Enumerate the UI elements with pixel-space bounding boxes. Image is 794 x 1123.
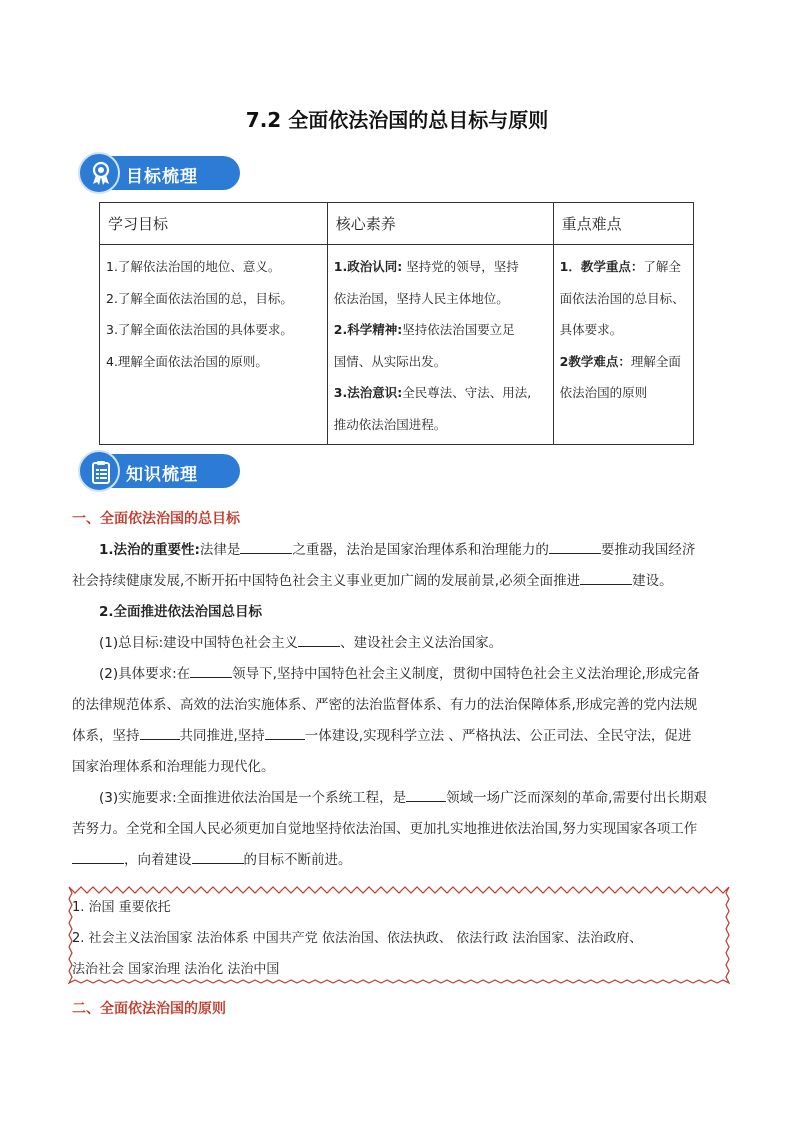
award-ribbon-icon [78,152,120,194]
key-point-label: 2教学难点： [559,353,631,369]
knowledge-banner-label: 知识梳理 [126,465,198,485]
key-points-cell [553,245,693,445]
text: (3)实施要求:全面推进依法治国是一个系统工程，是 [99,790,407,806]
paragraph [72,721,724,752]
section-heading: 二、全面依法治国的原则 [72,1001,226,1017]
learning-goal-item: 3.了解全面依法治国的具体要求。 [106,322,293,337]
key-point-text: 了解全面依法治国的总目标、具体要求。 [559,259,685,337]
text: 体系，坚持 [72,728,140,744]
document-title: 7.2 全面依法治国的总目标与原则 [245,108,549,132]
core-literacy-cell [327,245,553,445]
literacy-text: 坚持依法治国要立足 [402,322,515,337]
key-point-text: 理解全面依法治国的原则 [559,353,681,400]
text: 要推动我国经济 [600,542,696,558]
paragraph [72,535,724,566]
paragraph: 苦努力。全党和全国人民必须更加自觉地坚持依法治国、更加扎实地推进依法治国,努力实现国家各项工作 [72,821,698,837]
fill-blank [240,539,292,554]
paragraph [72,566,724,597]
text: (2)具体要求:在 [99,666,191,682]
section1-body [72,535,724,876]
literacy-text: 推动依法治国进程。 [333,416,447,432]
answer-line: 法治社会 国家治理 法治化 法治中国 [72,962,280,977]
goals-table [99,202,694,445]
text: 法律是 [199,542,241,558]
text: 一体建设,实现科学立法 、严格执法、公正司法、全民守法，促进 [304,728,692,744]
text: (1)总目标:建设中国特色社会主义 [99,635,299,651]
subheading: 1.法治的重要性: [99,542,200,558]
learning-goal-item: 2.了解全面依法治国的总，目标。 [106,290,293,306]
fill-blank [192,849,244,864]
answer-line: 1. 治国 重要依托 [72,900,171,915]
answer-text [72,892,728,985]
paragraph: 国家治理体系和治理能力现代化。 [72,759,275,775]
header-core-literacy: 核心素养 [327,203,553,245]
text: 领导下,坚持中国特色社会主义制度，贯彻中国特色社会主义法治理论,形成完备 [232,666,700,682]
knowledge-banner [78,450,240,492]
paragraph [72,659,724,690]
fill-blank [580,570,632,585]
clipboard-checklist-icon [78,450,120,492]
text: 之重器，法治是国家治理体系和治理能力的 [292,542,549,558]
text: ，向着建设 [124,852,192,868]
fill-blank [190,663,232,678]
literacy-label: 2.科学精神: [333,322,403,337]
paragraph: 的法律规范体系、高效的法治实施体系、严密的法治监督体系、有力的法治保障体系,形成完善的党内法规 [72,697,698,713]
literacy-label: 1.政治认同: [333,259,403,274]
learning-goal-item: 4.理解全面依法治国的原则。 [106,353,268,369]
text: 、建设社会主义法治国家。 [340,635,503,651]
answer-box [66,884,732,986]
key-point-label: 1．教学重点： [559,259,644,274]
section-heading: 一、全面依法治国的总目标 [72,511,240,527]
literacy-text: 依法治国，坚持人民主体地位。 [333,290,509,306]
fill-blank [140,725,180,740]
literacy-text: 坚持党的领导，坚持 [402,259,519,274]
goals-banner [78,152,240,194]
header-key-points: 重点难点 [553,203,693,245]
learning-goals-cell [100,245,328,445]
text: 社会持续健康发展,不断开拓中国特色社会主义事业更加广阔的发展前景,必须全面推进 [72,573,581,589]
fill-blank [72,849,124,864]
subheading: 2.全面推进依法治国总目标 [99,604,263,620]
fill-blank [549,539,601,554]
literacy-label: 3.法治意识: [333,385,403,400]
text: 建设。 [632,573,673,589]
header-learning-goals: 学习目标 [100,203,328,245]
literacy-text: 全民尊法、守法、用法, [402,385,532,400]
text: 的目标不断前进。 [243,852,352,868]
text: 共同推进,坚持 [179,728,265,744]
paragraph [72,628,724,659]
fill-blank [406,787,446,802]
literacy-text: 国情、从实际出发。 [333,353,447,369]
fill-blank [265,725,305,740]
fill-blank [298,632,340,647]
goals-banner-label: 目标梳理 [126,167,198,187]
paragraph [72,783,724,814]
learning-goal-item: 1.了解依法治国的地位、意义。 [106,259,281,274]
text: 领域一场广泛而深刻的革命,需要付出长期艰 [446,790,707,806]
paragraph [72,845,724,876]
answer-line: 2. 社会主义法治国家 法治体系 中国共产党 依法治国、依法执政、 依法行政 法治国家、法治政府、 [72,931,643,946]
